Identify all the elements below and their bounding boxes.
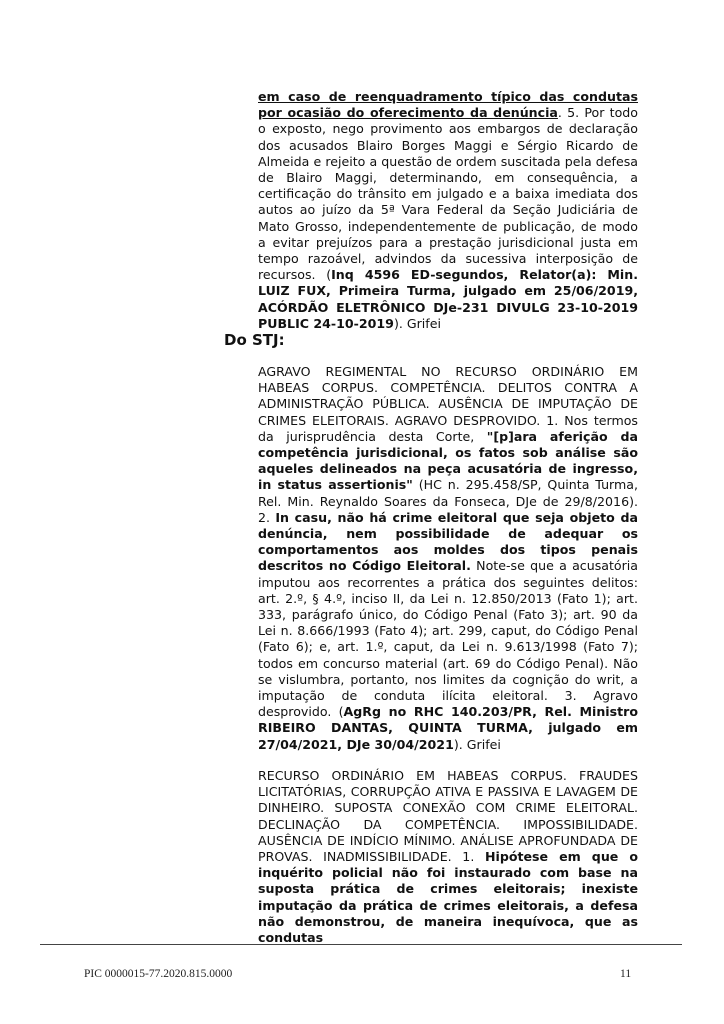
quote-text: . 5. Por todo o exposto, nego provimento aos embargos de declaração dos acusados Blairo Borges Maggi e Sérgio Ricardo de Almeida e rejeito a questão de ordem suscitada pela defesa de Blairo Maggi, determinando, em consequência, a certificação do trânsito em julgado e a baixa imediata dos autos ao juízo da 5ª Vara Federal da Seção Judiciária de Mato Grosso, independentemente de publicação, de modo a evitar prejuízos para a prestação jurisdicional justa em tempo razoável, advindos da sucessiva interposição de recursos. ( [258, 105, 638, 283]
quote-emphasis: In casu, não há crime eleitoral que seja objeto da denúncia, nem possibilidade de adequar os comportamentos aos moldes dos tipos penais descritos no Código Eleitoral. [258, 509, 638, 574]
quote-block-agrg [258, 364, 638, 753]
quote-emphasis: em caso de reenquadramento típico das condutas por ocasião do oferecimento da denúncia [258, 89, 638, 121]
section-heading-stj: Do STJ: [224, 331, 285, 349]
quote-emphasis: "[p]ara aferição da competência jurisdicional, os fatos sob análise são aqueles delineados na peça acusatória de ingresso, in status assertionis" [258, 428, 638, 493]
quote-text: AGRAVO REGIMENTAL NO RECURSO ORDINÁRIO EM HABEAS CORPUS. COMPETÊNCIA. DELITOS CONTRA A ADMINISTRAÇÃO PÚBLICA. AUSÊNCIA DE IMPUTAÇÃO DE CRIMES ELEITORAIS. AGRAVO DESPROVIDO. 1. Nos termos da jurisprudência desta Corte, [258, 364, 638, 444]
citation-reference: AgRg no RHC 140.203/PR, Rel. Ministro RIBEIRO DANTAS, QUINTA TURMA, julgado em 27/04/2021, DJe 30/04/2021 [258, 704, 639, 752]
quote-block-rhc [258, 768, 638, 946]
page-number: 11 [620, 968, 632, 980]
footer-divider [40, 944, 682, 945]
quote-text: (HC n. 295.458/SP, Quinta Turma, Rel. Min. Reynaldo Soares da Fonseca, DJe de 29/8/2016). 2. [258, 477, 639, 525]
quote-text: ). Grifei [453, 736, 501, 752]
document-id: PIC 0000015-77.2020.815.0000 [84, 968, 233, 980]
quote-emphasis: Hipótese em que o inquérito policial não foi instaurado com base na suposta prática de crimes eleitorais; inexiste imputação da prática de crimes eleitorais, a defesa não demonstrou, de maneira inequívoca, que as condutas [258, 849, 638, 946]
quote-block-stf [258, 89, 638, 332]
quote-text: Note-se que a acusatória imputou aos recorrentes a prática dos seguintes delitos: art. 2.º, § 4.º, inciso II, da Lei n. 12.850/2013 (Fato 1); art. 333, parágrafo único, do Código Penal (Fato 3); art. 90 da Lei n. 8.666/1993 (Fato 4); art. 299, caput, do Código Penal (Fato 6); e, art. 1.º, caput, da Lei n. 9.613/1998 (Fato 7); todos em concurso material (art. 69 do Código Penal). Não se vislumbra, portanto, nos limites da cognição do writ, a imputação de conduta ilícita eleitoral. 3. Agravo desprovido. ( [258, 558, 639, 720]
quote-text: RECURSO ORDINÁRIO EM HABEAS CORPUS. FRAUDES LICITATÓRIAS, CORRUPÇÃO ATIVA E PASSIVA E LAVAGEM DE DINHEIRO. SUPOSTA CONEXÃO COM CRIME ELEITORAL. DECLINAÇÃO DA COMPETÊNCIA. IMPOSSIBILIDADE. AUSÊNCIA DE INDÍCIO MÍNIMO. ANÁLISE APROFUNDADA DE PROVAS. INADMISSIBILIDADE. 1. [258, 768, 638, 865]
quote-text: ). Grifei [393, 315, 441, 331]
citation-reference: Inq 4596 ED-segundos, Relator(a): Min. LUIZ FUX, Primeira Turma, julgado em 25/06/2019, ACÓRDÃO ELETRÔNICO DJe-231 DIVULG 23-10-2019 PUBLIC 24-10-2019 [258, 267, 638, 331]
